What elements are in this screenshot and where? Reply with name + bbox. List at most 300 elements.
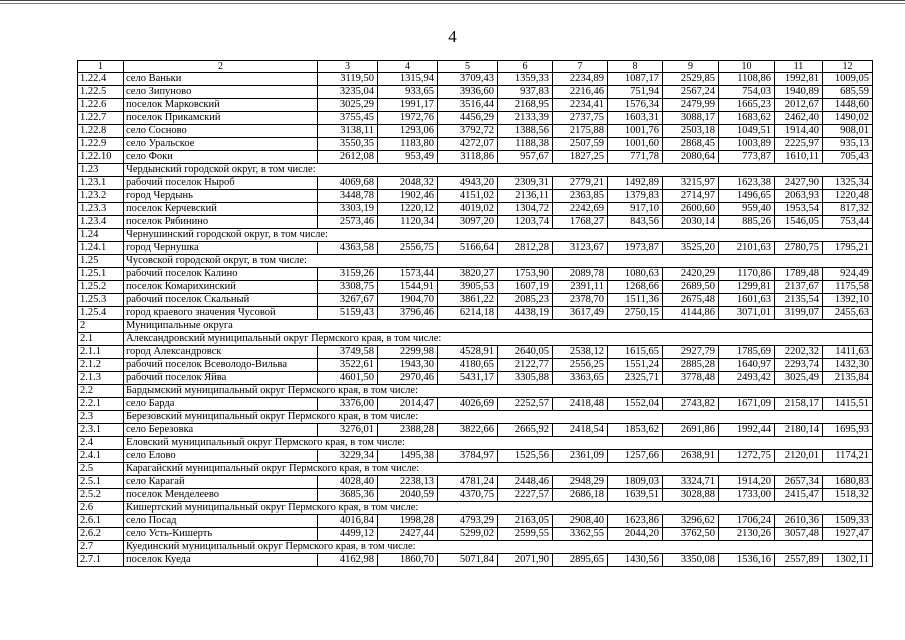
section-row <box>78 463 873 476</box>
value-cell: 3796,46 <box>378 307 438 320</box>
table-body <box>78 73 873 567</box>
settlement-name: рабочий поселок Калино <box>124 268 318 281</box>
value-cell: 1304,72 <box>498 203 553 216</box>
table-row <box>78 125 873 138</box>
row-code: 1.22.9 <box>78 138 124 151</box>
value-cell: 4456,29 <box>438 112 498 125</box>
section-row <box>78 502 873 515</box>
value-cell: 2252,57 <box>498 398 553 411</box>
value-cell: 2299,98 <box>378 346 438 359</box>
table-row <box>78 528 873 541</box>
table-row <box>78 372 873 385</box>
value-cell: 1392,10 <box>823 294 873 307</box>
settlement-name: рабочий поселок Всеволодо-Вильва <box>124 359 318 372</box>
value-cell: 2640,05 <box>498 346 553 359</box>
value-cell: 2529,85 <box>663 73 719 86</box>
value-cell: 3159,26 <box>318 268 378 281</box>
value-cell: 3025,29 <box>318 99 378 112</box>
value-cell: 1973,87 <box>608 242 663 255</box>
row-code: 2.7.1 <box>78 554 124 567</box>
value-cell: 1003,89 <box>719 138 775 151</box>
row-code: 2.7 <box>78 541 124 554</box>
value-cell: 5166,64 <box>438 242 498 255</box>
value-cell: 2158,17 <box>775 398 823 411</box>
value-cell: 1695,93 <box>823 424 873 437</box>
value-cell: 4499,12 <box>318 528 378 541</box>
value-cell: 1827,25 <box>553 151 608 164</box>
value-cell: 2309,31 <box>498 177 553 190</box>
value-cell: 3749,58 <box>318 346 378 359</box>
value-cell: 3296,62 <box>663 515 719 528</box>
section-row <box>78 411 873 424</box>
row-code: 1.22.4 <box>78 73 124 86</box>
row-code: 1.25.3 <box>78 294 124 307</box>
value-cell: 3138,11 <box>318 125 378 138</box>
header-cell: 7 <box>553 61 608 73</box>
value-cell: 1753,90 <box>498 268 553 281</box>
row-code: 2.5.1 <box>78 476 124 489</box>
value-cell: 2743,82 <box>663 398 719 411</box>
row-code: 2.6.2 <box>78 528 124 541</box>
settlement-name: село Сосново <box>124 125 318 138</box>
section-row <box>78 320 873 333</box>
value-cell: 1183,80 <box>378 138 438 151</box>
value-cell: 1049,51 <box>719 125 775 138</box>
value-cell: 1914,20 <box>719 476 775 489</box>
value-cell: 3522,61 <box>318 359 378 372</box>
value-cell: 2780,75 <box>775 242 823 255</box>
top-rule <box>0 0 905 4</box>
value-cell: 3215,97 <box>663 177 719 190</box>
value-cell: 2388,28 <box>378 424 438 437</box>
section-title: Кишертский муниципальный округ Пермского края, в том числе: <box>124 502 873 515</box>
value-cell: 1785,69 <box>719 346 775 359</box>
row-code: 1.23.2 <box>78 190 124 203</box>
value-cell: 1671,09 <box>719 398 775 411</box>
value-cell: 917,10 <box>608 203 663 216</box>
value-cell: 2420,29 <box>663 268 719 281</box>
value-cell: 2120,01 <box>775 450 823 463</box>
header-cell: 10 <box>719 61 775 73</box>
table-row <box>78 268 873 281</box>
value-cell: 1009,05 <box>823 73 873 86</box>
value-cell: 2556,75 <box>378 242 438 255</box>
value-cell: 2462,40 <box>775 112 823 125</box>
value-cell: 2737,75 <box>553 112 608 125</box>
value-cell: 4028,40 <box>318 476 378 489</box>
row-code: 2.2.1 <box>78 398 124 411</box>
value-cell: 1492,89 <box>608 177 663 190</box>
value-cell: 4272,07 <box>438 138 498 151</box>
value-cell: 2130,26 <box>719 528 775 541</box>
value-cell: 2136,11 <box>498 190 553 203</box>
settlement-name: город Александровск <box>124 346 318 359</box>
value-cell: 1943,30 <box>378 359 438 372</box>
value-cell: 1087,17 <box>608 73 663 86</box>
value-cell: 1706,24 <box>719 515 775 528</box>
value-cell: 3448,78 <box>318 190 378 203</box>
value-cell: 2044,20 <box>608 528 663 541</box>
value-cell: 1972,76 <box>378 112 438 125</box>
value-cell: 1552,04 <box>608 398 663 411</box>
value-cell: 751,94 <box>608 86 663 99</box>
section-title: Чернушинский городской округ, в том числе: <box>124 229 873 242</box>
value-cell: 885,26 <box>719 216 775 229</box>
value-cell: 3755,45 <box>318 112 378 125</box>
value-cell: 1603,31 <box>608 112 663 125</box>
row-code: 1.24 <box>78 229 124 242</box>
value-cell: 5299,02 <box>438 528 498 541</box>
value-cell: 2567,24 <box>663 86 719 99</box>
value-cell: 2557,89 <box>775 554 823 567</box>
settlement-name: поселок Рябинино <box>124 216 318 229</box>
value-cell: 1257,66 <box>608 450 663 463</box>
value-cell: 2503,18 <box>663 125 719 138</box>
value-cell: 1940,89 <box>775 86 823 99</box>
value-cell: 2378,70 <box>553 294 608 307</box>
value-cell: 1733,00 <box>719 489 775 502</box>
value-cell: 3820,27 <box>438 268 498 281</box>
header-cell: 2 <box>124 61 318 73</box>
value-cell: 1415,51 <box>823 398 873 411</box>
value-cell: 2361,09 <box>553 450 608 463</box>
value-cell: 3057,48 <box>775 528 823 541</box>
row-code: 1.23.4 <box>78 216 124 229</box>
row-code: 1.22.10 <box>78 151 124 164</box>
value-cell: 1432,30 <box>823 359 873 372</box>
header-cell: 5 <box>438 61 498 73</box>
value-cell: 1448,60 <box>823 99 873 112</box>
value-cell: 1902,46 <box>378 190 438 203</box>
row-code: 1.23.3 <box>78 203 124 216</box>
value-cell: 4370,75 <box>438 489 498 502</box>
value-cell: 773,87 <box>719 151 775 164</box>
row-code: 2.5.2 <box>78 489 124 502</box>
value-cell: 1268,66 <box>608 281 663 294</box>
section-title: Бардымский муниципальный округ Пермского края, в том числе: <box>124 385 873 398</box>
value-cell: 5159,43 <box>318 307 378 320</box>
value-cell: 2415,47 <box>775 489 823 502</box>
value-cell: 3525,20 <box>663 242 719 255</box>
value-cell: 1665,23 <box>719 99 775 112</box>
value-cell: 3097,20 <box>438 216 498 229</box>
settlement-name: село Карагай <box>124 476 318 489</box>
table-row <box>78 450 873 463</box>
value-cell: 2908,40 <box>553 515 608 528</box>
value-cell: 3123,67 <box>553 242 608 255</box>
value-cell: 1680,83 <box>823 476 873 489</box>
row-code: 1.22.6 <box>78 99 124 112</box>
row-code: 2.4.1 <box>78 450 124 463</box>
settlement-name: село Посад <box>124 515 318 528</box>
table-row <box>78 346 873 359</box>
value-cell: 4151,02 <box>438 190 498 203</box>
value-cell: 1525,56 <box>498 450 553 463</box>
value-cell: 4162,98 <box>318 554 378 567</box>
value-cell: 1175,58 <box>823 281 873 294</box>
section-title: Куединский муниципальный округ Пермского края, в том числе: <box>124 541 873 554</box>
value-cell: 4016,84 <box>318 515 378 528</box>
table-row <box>78 203 873 216</box>
table-row <box>78 515 873 528</box>
settlement-name: село Барда <box>124 398 318 411</box>
value-cell: 2101,63 <box>719 242 775 255</box>
value-cell: 1379,83 <box>608 190 663 203</box>
value-cell: 2040,59 <box>378 489 438 502</box>
table-row <box>78 190 873 203</box>
value-cell: 1315,94 <box>378 73 438 86</box>
value-cell: 908,01 <box>823 125 873 138</box>
table-row <box>78 476 873 489</box>
section-row <box>78 541 873 554</box>
table-row <box>78 73 873 86</box>
section-title: Муниципальные округа <box>124 320 873 333</box>
value-cell: 2455,63 <box>823 307 873 320</box>
table-row <box>78 216 873 229</box>
table-row <box>78 398 873 411</box>
value-cell: 2612,08 <box>318 151 378 164</box>
value-cell: 953,49 <box>378 151 438 164</box>
value-cell: 2180,14 <box>775 424 823 437</box>
value-cell: 771,78 <box>608 151 663 164</box>
value-cell: 1768,27 <box>553 216 608 229</box>
value-cell: 2556,25 <box>553 359 608 372</box>
value-cell: 2885,28 <box>663 359 719 372</box>
settlement-name: село Усть-Кишерть <box>124 528 318 541</box>
value-cell: 2538,12 <box>553 346 608 359</box>
value-cell: 1120,34 <box>378 216 438 229</box>
value-cell: 4781,24 <box>438 476 498 489</box>
value-cell: 2418,48 <box>553 398 608 411</box>
value-cell: 1359,33 <box>498 73 553 86</box>
settlement-name: рабочий поселок Яйва <box>124 372 318 385</box>
value-cell: 1430,56 <box>608 554 663 567</box>
value-cell: 3516,44 <box>438 99 498 112</box>
value-cell: 2014,47 <box>378 398 438 411</box>
value-cell: 1496,65 <box>719 190 775 203</box>
value-cell: 4069,68 <box>318 177 378 190</box>
value-cell: 2970,46 <box>378 372 438 385</box>
value-cell: 1546,05 <box>775 216 823 229</box>
value-cell: 3267,67 <box>318 294 378 307</box>
value-cell: 3822,66 <box>438 424 498 437</box>
value-cell: 2689,50 <box>663 281 719 294</box>
value-cell: 5431,17 <box>438 372 498 385</box>
value-cell: 1809,03 <box>608 476 663 489</box>
value-cell: 3235,04 <box>318 86 378 99</box>
row-code: 2.5 <box>78 463 124 476</box>
settlement-name: село Уральское <box>124 138 318 151</box>
value-cell: 1573,44 <box>378 268 438 281</box>
settlement-name: поселок Менделеево <box>124 489 318 502</box>
value-cell: 2363,85 <box>553 190 608 203</box>
value-cell: 2675,48 <box>663 294 719 307</box>
settlement-name: село Березовка <box>124 424 318 437</box>
value-cell: 3709,43 <box>438 73 498 86</box>
row-code: 1.24.1 <box>78 242 124 255</box>
value-cell: 2448,46 <box>498 476 553 489</box>
value-cell: 3550,35 <box>318 138 378 151</box>
table-row <box>78 359 873 372</box>
value-cell: 2686,18 <box>553 489 608 502</box>
value-cell: 1683,62 <box>719 112 775 125</box>
value-cell: 4793,29 <box>438 515 498 528</box>
table-row <box>78 151 873 164</box>
value-cell: 2325,71 <box>608 372 663 385</box>
table-row <box>78 424 873 437</box>
value-cell: 3303,19 <box>318 203 378 216</box>
settlement-name: поселок Марковский <box>124 99 318 112</box>
table-row <box>78 294 873 307</box>
page-number: 4 <box>448 27 457 46</box>
value-cell: 3936,60 <box>438 86 498 99</box>
value-cell: 2418,54 <box>553 424 608 437</box>
value-cell: 2610,36 <box>775 515 823 528</box>
value-cell: 3199,07 <box>775 307 823 320</box>
value-cell: 2507,59 <box>553 138 608 151</box>
value-cell: 2137,67 <box>775 281 823 294</box>
value-cell: 2085,23 <box>498 294 553 307</box>
settlement-name: город краевого значения Чусовой <box>124 307 318 320</box>
value-cell: 1299,81 <box>719 281 775 294</box>
value-cell: 959,40 <box>719 203 775 216</box>
value-cell: 1992,44 <box>719 424 775 437</box>
row-code: 2.4 <box>78 437 124 450</box>
settlement-name: рабочий поселок Скальный <box>124 294 318 307</box>
value-cell: 1639,51 <box>608 489 663 502</box>
value-cell: 1490,02 <box>823 112 873 125</box>
section-title: Карагайский муниципальный округ Пермского края, в том числе: <box>124 463 873 476</box>
value-cell: 2216,46 <box>553 86 608 99</box>
value-cell: 1615,65 <box>608 346 663 359</box>
value-cell: 5071,84 <box>438 554 498 567</box>
value-cell: 1623,86 <box>608 515 663 528</box>
settlement-name: село Ваньки <box>124 73 318 86</box>
table-row <box>78 86 873 99</box>
table-row <box>78 307 873 320</box>
row-code: 2.1 <box>78 333 124 346</box>
settlement-name: поселок Керчевский <box>124 203 318 216</box>
value-cell: 2202,32 <box>775 346 823 359</box>
value-cell: 2175,88 <box>553 125 608 138</box>
value-cell: 3784,97 <box>438 450 498 463</box>
value-cell: 937,83 <box>498 86 553 99</box>
settlement-name: село Елово <box>124 450 318 463</box>
table-row <box>78 112 873 125</box>
value-cell: 817,32 <box>823 203 873 216</box>
value-cell: 1640,97 <box>719 359 775 372</box>
value-cell: 1610,11 <box>775 151 823 164</box>
value-cell: 2225,97 <box>775 138 823 151</box>
value-cell: 3229,34 <box>318 450 378 463</box>
value-cell: 2391,11 <box>553 281 608 294</box>
value-cell: 4144,86 <box>663 307 719 320</box>
table-row <box>78 99 873 112</box>
value-cell: 2812,28 <box>498 242 553 255</box>
section-row <box>78 437 873 450</box>
value-cell: 1607,19 <box>498 281 553 294</box>
value-cell: 2599,55 <box>498 528 553 541</box>
value-cell: 1991,17 <box>378 99 438 112</box>
value-cell: 1325,34 <box>823 177 873 190</box>
value-cell: 3905,53 <box>438 281 498 294</box>
value-cell: 6214,18 <box>438 307 498 320</box>
value-cell: 1001,60 <box>608 138 663 151</box>
row-code: 1.25.2 <box>78 281 124 294</box>
value-cell: 933,65 <box>378 86 438 99</box>
value-cell: 2493,42 <box>719 372 775 385</box>
value-cell: 4438,19 <box>498 307 553 320</box>
value-cell: 3028,88 <box>663 489 719 502</box>
section-row <box>78 385 873 398</box>
settlement-name: город Чернушка <box>124 242 318 255</box>
section-title: Чусовской городской округ, в том числе: <box>124 255 873 268</box>
value-cell: 2122,77 <box>498 359 553 372</box>
settlement-name: город Чердынь <box>124 190 318 203</box>
value-cell: 3308,75 <box>318 281 378 294</box>
value-cell: 3762,50 <box>663 528 719 541</box>
value-cell: 1953,54 <box>775 203 823 216</box>
value-cell: 1174,21 <box>823 450 873 463</box>
value-cell: 1511,36 <box>608 294 663 307</box>
value-cell: 1220,48 <box>823 190 873 203</box>
value-cell: 4180,65 <box>438 359 498 372</box>
value-cell: 1551,24 <box>608 359 663 372</box>
value-cell: 2133,39 <box>498 112 553 125</box>
value-cell: 3376,00 <box>318 398 378 411</box>
value-cell: 2714,97 <box>663 190 719 203</box>
value-cell: 1860,70 <box>378 554 438 567</box>
header-cell: 11 <box>775 61 823 73</box>
value-cell: 3025,49 <box>775 372 823 385</box>
header-cell: 3 <box>318 61 378 73</box>
value-cell: 2948,29 <box>553 476 608 489</box>
settlement-name: поселок Прикамский <box>124 112 318 125</box>
section-title: Еловский муниципальный округ Пермского края, в том числе: <box>124 437 873 450</box>
row-code: 2.2 <box>78 385 124 398</box>
row-code: 1.22.8 <box>78 125 124 138</box>
value-cell: 3071,01 <box>719 307 775 320</box>
value-cell: 2927,79 <box>663 346 719 359</box>
settlement-name: село Фоки <box>124 151 318 164</box>
row-code: 2.1.2 <box>78 359 124 372</box>
value-cell: 2135,84 <box>823 372 873 385</box>
value-cell: 3119,50 <box>318 73 378 86</box>
row-code: 2.1.3 <box>78 372 124 385</box>
value-cell: 1853,62 <box>608 424 663 437</box>
value-cell: 3685,36 <box>318 489 378 502</box>
value-cell: 1576,34 <box>608 99 663 112</box>
row-code: 1.23.1 <box>78 177 124 190</box>
value-cell: 2168,95 <box>498 99 553 112</box>
value-cell: 2089,78 <box>553 268 608 281</box>
row-code: 1.25 <box>78 255 124 268</box>
value-cell: 1601,63 <box>719 294 775 307</box>
section-row <box>78 164 873 177</box>
value-cell: 2012,67 <box>775 99 823 112</box>
value-cell: 935,13 <box>823 138 873 151</box>
value-cell: 1509,33 <box>823 515 873 528</box>
value-cell: 1220,12 <box>378 203 438 216</box>
value-cell: 2895,65 <box>553 554 608 567</box>
value-cell: 2779,21 <box>553 177 608 190</box>
table-row <box>78 138 873 151</box>
value-cell: 1623,38 <box>719 177 775 190</box>
row-code: 2.6.1 <box>78 515 124 528</box>
value-cell: 2163,05 <box>498 515 553 528</box>
settlement-name: рабочий поселок Ныроб <box>124 177 318 190</box>
row-code: 1.23 <box>78 164 124 177</box>
